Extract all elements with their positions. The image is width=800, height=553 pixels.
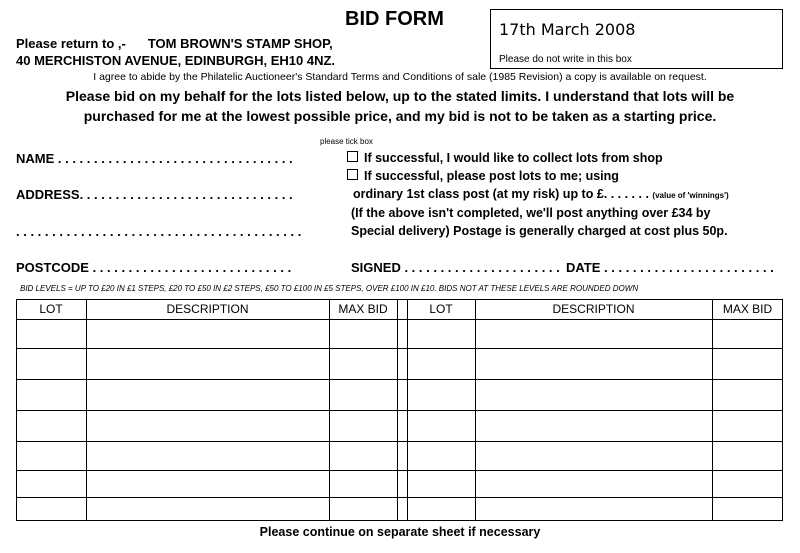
return-to-label: Please return to ,- [16, 36, 126, 51]
shop-name: TOM BROWN'S STAMP SHOP, [147, 36, 333, 51]
address-field[interactable]: ADDRESS. . . . . . . . . . . . . . . . . . . . . . . . . . . . . . [16, 187, 293, 202]
col-header-max-bid-2: MAX BID [722, 302, 773, 316]
address-field-line2[interactable]: . . . . . . . . . . . . . . . . . . . . . . . . . . . . . . . . . . . . . . . . [16, 224, 302, 239]
continue-note: Please continue on separate sheet if necessary [259, 525, 541, 539]
bid-table [16, 299, 783, 521]
return-to-line [16, 36, 333, 51]
col-header-lot: LOT [39, 302, 63, 316]
collect-checkbox[interactable] [347, 151, 358, 162]
col-header-description-2: DESCRIPTION [552, 302, 635, 316]
form-date: 17th March 2008 [499, 20, 636, 39]
col-header-max-bid: MAX BID [338, 302, 388, 316]
date-field[interactable]: DATE . . . . . . . . . . . . . . . . . . . . . . . . [566, 260, 774, 275]
collect-option-label: If successful, I would like to collect lots from shop [364, 151, 663, 165]
bid-statement-line2: purchased for me at the lowest possible price, and my bid is not to be taken as a starting price. [83, 108, 717, 124]
signed-field[interactable]: SIGNED . . . . . . . . . . . . . . . . . . . . . . [351, 260, 560, 275]
form-title: BID FORM [345, 8, 444, 30]
terms-agreement: I agree to abide by the Philatelic Auctioneer's Standard Terms and Conditions of sale (1985 Revision) a copy is available on request. [93, 71, 707, 83]
post-option-line2: ordinary 1st class post (at my risk) up to £. . . . . . . (value of 'winnings') [353, 187, 729, 201]
bid-statement-line1: Please bid on my behalf for the lots listed below, up to the stated limits. I understand that lots will be [65, 88, 735, 104]
bid-levels-note: BID LEVELS = UP TO £20 IN £1 STEPS, £20 TO £50 IN £2 STEPS, £50 TO £100 IN £5 STEPS, OVER £100 IN £10. BIDS NOT AT THESE LEVELS ARE ROUNDED DOWN [20, 284, 639, 293]
bid-table-grid [16, 299, 783, 521]
post-option-line4: Special delivery) Postage is generally charged at cost plus 50p. [351, 224, 728, 238]
post-option[interactable] [347, 169, 619, 183]
post-checkbox[interactable] [347, 169, 358, 180]
col-header-description: DESCRIPTION [166, 302, 249, 316]
office-use-note: Please do not write in this box [499, 54, 632, 65]
post-option-label: If successful, please post lots to me; using [364, 169, 619, 183]
name-field[interactable]: NAME . . . . . . . . . . . . . . . . . . . . . . . . . . . . . . . . . [16, 151, 293, 166]
post-option-line3: (If the above isn't completed, we'll post anything over £34 by [351, 206, 711, 220]
tick-note: please tick box [320, 137, 373, 146]
office-use-box [490, 9, 783, 69]
col-header-lot-2: LOT [429, 302, 453, 316]
shop-address: 40 MERCHISTON AVENUE, EDINBURGH, EH10 4NZ. [16, 53, 336, 68]
collect-option[interactable] [347, 151, 663, 165]
winnings-note: (value of 'winnings') [652, 191, 729, 200]
postcode-field[interactable]: POSTCODE . . . . . . . . . . . . . . . . . . . . . . . . . . . . [16, 260, 292, 275]
